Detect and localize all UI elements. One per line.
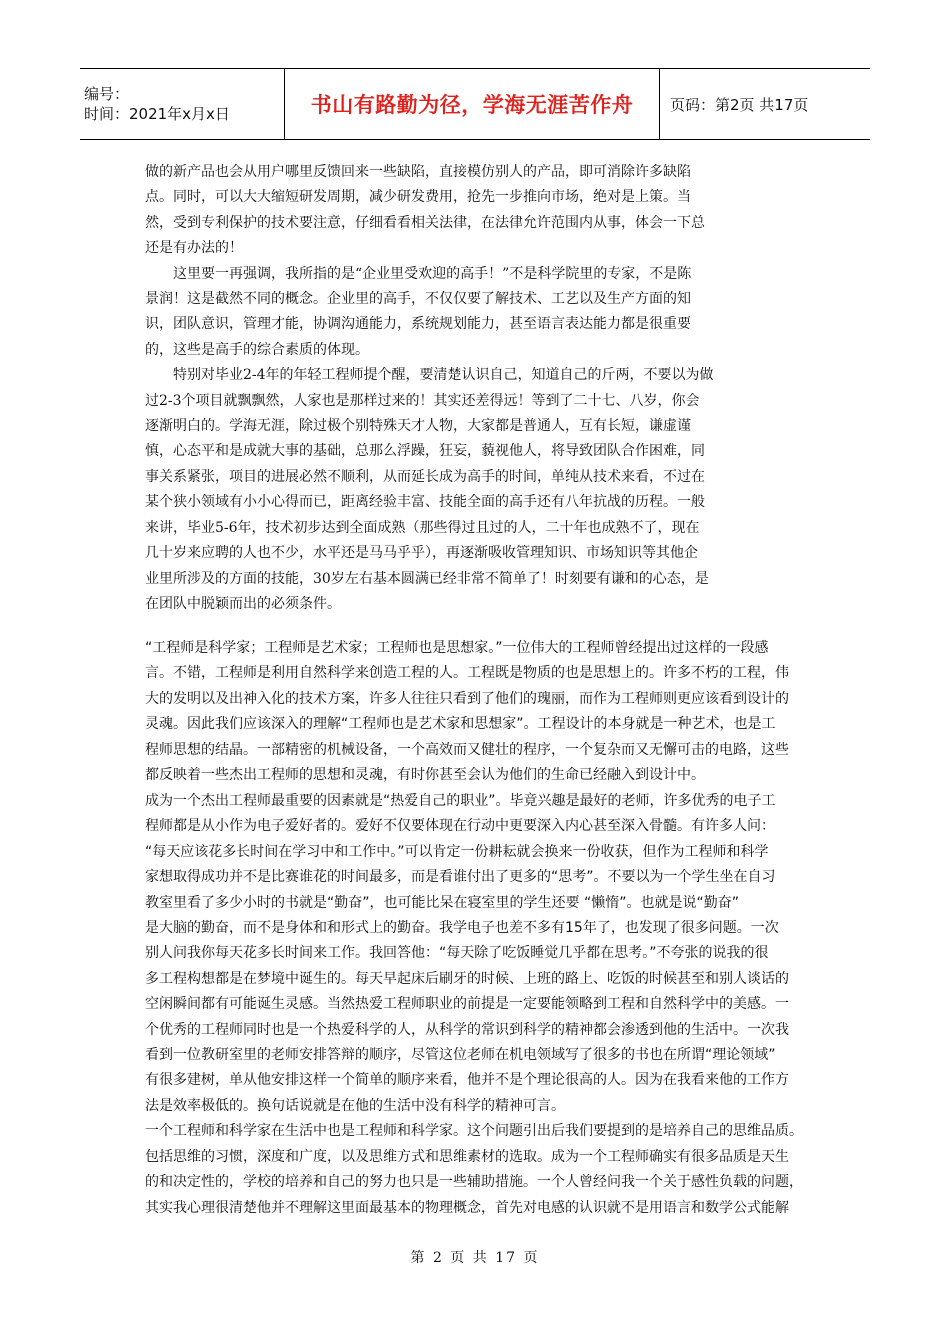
text-line: 一个工程师和科学家在生活中也是工程师和科学家。这个问题引出后我们要提到的是培养自己的思维品质。 — [145, 1123, 803, 1140]
text-line: 还是有办法的！ — [145, 240, 243, 257]
header-motto-cell — [284, 69, 660, 139]
body-section-2 — [145, 636, 789, 788]
text-line: “每天应该花多长时间在学习中和工作中。”可以肯定一份耕耘就会换来一份收获，但作为工程师和科学 — [145, 843, 769, 860]
text-line: 这里要一再强调，我所指的是“企业里受欢迎的高手！”不是科学院里的专家，不是陈 — [145, 265, 692, 282]
text-line: 特别对毕业2-4年的年轻工程师提个醒，要清楚认识自己，知道自己的斤两，不要以为做 — [145, 367, 714, 384]
text-line: 识，团队意识，管理才能，协调沟通能力，系统规划能力，甚至语言表达能力都是很重要 — [145, 316, 691, 333]
text-line: 景润！这是截然不同的概念。企业里的高手，不仅仅要了解技术、工艺以及生产方面的知 — [145, 291, 691, 308]
text-line: 都反映着一些杰出工程师的思想和灵魂，有时你甚至会认为他们的生命已经融入到设计中。 — [145, 767, 705, 784]
text-line: 成为一个杰出工程师最重要的因素就是“热爱自己的职业”。毕竟兴趣是最好的老师，许多优秀的电子工 — [145, 793, 776, 809]
text-line: 在团队中脱颖而出的必须条件。 — [145, 595, 341, 612]
page-footer — [0, 1247, 950, 1267]
text-line: 大的发明以及出神入化的技术方案，许多人往往只看到了他们的瑰丽，而作为工程师则更应该看到设计的 — [145, 690, 789, 707]
text-line: “工程师是科学家；工程师是艺术家；工程师也是思想家。”一位伟大的工程师曾经提出过这样的一段感 — [145, 640, 769, 656]
header-page-cell — [660, 69, 870, 139]
text-line: 程师思想的结晶。一部精密的机械设备，一个高效而又健壮的程序，一个复杂而又无懈可击的电路，这些 — [145, 741, 789, 758]
text-line: 空闲瞬间都有可能诞生灵感。当然热爱工程师职业的前提是一定要能领略到工程和自然科学中的美感。一 — [145, 996, 789, 1013]
text-line: 业里所涉及的方面的技能，30岁左右基本圆满已经非常不简单了！时刻要有谦和的心态，是 — [145, 570, 709, 587]
text-line: 个优秀的工程师同时也是一个热爱科学的人，从科学的常识到科学的精神都会渗透到他的生活中。一次我 — [145, 1021, 789, 1038]
text-line: 程师都是从小作为电子爱好者的。爱好不仅要体现在行动中更要深入内心甚至深入骨髓。有许多人问： — [145, 818, 775, 835]
text-line: 其实我心理很清楚他并不理解这里面最基本的物理概念，首先对电感的认识就不是用语言和数学公式能解 — [145, 1199, 789, 1216]
header-meta — [80, 69, 284, 139]
text-line: 的和决定性的，学校的培养和自己的努力也只是一些辅助措施。一个人曾经问我一个关于感性负载的问题， — [145, 1174, 803, 1191]
header-page-label: 页码：第2页 共17页 — [670, 95, 809, 114]
doc-date-label: 时间：2021年x月x日 — [84, 105, 230, 123]
text-line: 来讲，毕业5-6年，技术初步达到全面成熟（那些得过且过的人，二十年也成熟不了，现在 — [145, 519, 700, 536]
page-header — [80, 68, 870, 140]
body-section-3 — [145, 789, 803, 1221]
text-line: 慎，心态平和是成就大事的基础，总那么浮躁，狂妄，藐视他人，将导致团队合作困难，同 — [145, 443, 705, 460]
text-line: 过2-3个项目就飘飘然，人家也是那样过来的！其实还差得远！等到了二十七、八岁，你会 — [145, 392, 700, 409]
text-line: 做的新产品也会从用户哪里反馈回来一些缺陷，直接模仿别人的产品，即可消除许多缺陷 — [145, 164, 691, 180]
body-section-1 — [145, 160, 714, 617]
text-line: 多工程构想都是在梦境中诞生的。每天早起床后刷牙的时候、上班的路上、吃饭的时候甚至和别人谈话的 — [145, 970, 789, 987]
text-line: 家想取得成功并不是比赛谁花的时间最多，而是看谁付出了更多的“思考”。不要以为一个学生坐在自习 — [145, 869, 776, 886]
text-line: 有很多建树，单从他安排这样一个简单的顺序来看，他并不是个理论很高的人。因为在我看来他的工作方 — [145, 1072, 789, 1089]
text-line: 言。不错，工程师是利用自然科学来创造工程的人。工程既是物质的也是思想上的。许多不朽的工程，伟 — [145, 665, 789, 682]
text-line: 别人问我你每天花多长时间来工作。我回答他：“每天除了吃饭睡觉几乎都在思考。”不夸张的说我的很 — [145, 945, 769, 962]
footer-page-number: 第 2 页 共 17 页 — [410, 1250, 540, 1266]
text-line: 逐渐明白的。学海无涯，除过极个别特殊天才人物，大家都是普通人，互有长短，谦虚谨 — [145, 418, 691, 435]
text-line: 教室里看了多少小时的书就是“勤奋”，也可能比呆在寝室里的学生还要 “懒惰”。也就是说“勤奋” — [145, 894, 739, 911]
header-motto: 书山有路勤为径，学海无涯苦作舟 — [310, 93, 634, 117]
text-line: 包括思维的习惯，深度和广度，以及思维方式和思维素材的选取。成为一个工程师确实有很多品质是天生 — [145, 1148, 789, 1165]
text-line: 事关系紧张，项目的进展必然不顺利，从而延长成为高手的时间，单纯从技术来看，不过在 — [145, 468, 705, 485]
text-line: 然，受到专利保护的技术要注意，仔细看看相关法律，在法律允许范围内从事，体会一下总 — [145, 214, 705, 231]
text-line: 看到一位教研室里的老师安排答辩的顺序，尽管这位老师在机电领域写了很多的书也在所谓“理论领域” — [145, 1047, 776, 1064]
text-line: 灵魂。因此我们应该深入的理解“工程师也是艺术家和思想家”。工程设计的本身就是一种艺术，也是工 — [145, 716, 776, 733]
text-line: 的，这些是高手的综合素质的体现。 — [145, 341, 369, 358]
text-line: 点。同时，可以大大缩短研发周期，减少研发费用，抢先一步推向市场，绝对是上策。当 — [145, 189, 691, 206]
text-line: 某个狭小领域有小小心得而已，距离经验丰富、技能全面的高手还有八年抗战的历程。一般 — [145, 494, 705, 511]
text-line: 法是效率极低的。换句话说就是在他的生活中没有科学的精神可言。 — [145, 1097, 565, 1114]
doc-number-label: 编号： — [84, 85, 130, 103]
text-line: 几十岁来应聘的人也不少，水平还是马马乎乎），再逐渐吸收管理知识、市场知识等其他企 — [145, 545, 698, 562]
text-line: 是大脑的勤奋，而不是身体和和形式上的勤奋。我学电子也差不多有15年了，也发现了很多问题。一次 — [145, 920, 779, 937]
